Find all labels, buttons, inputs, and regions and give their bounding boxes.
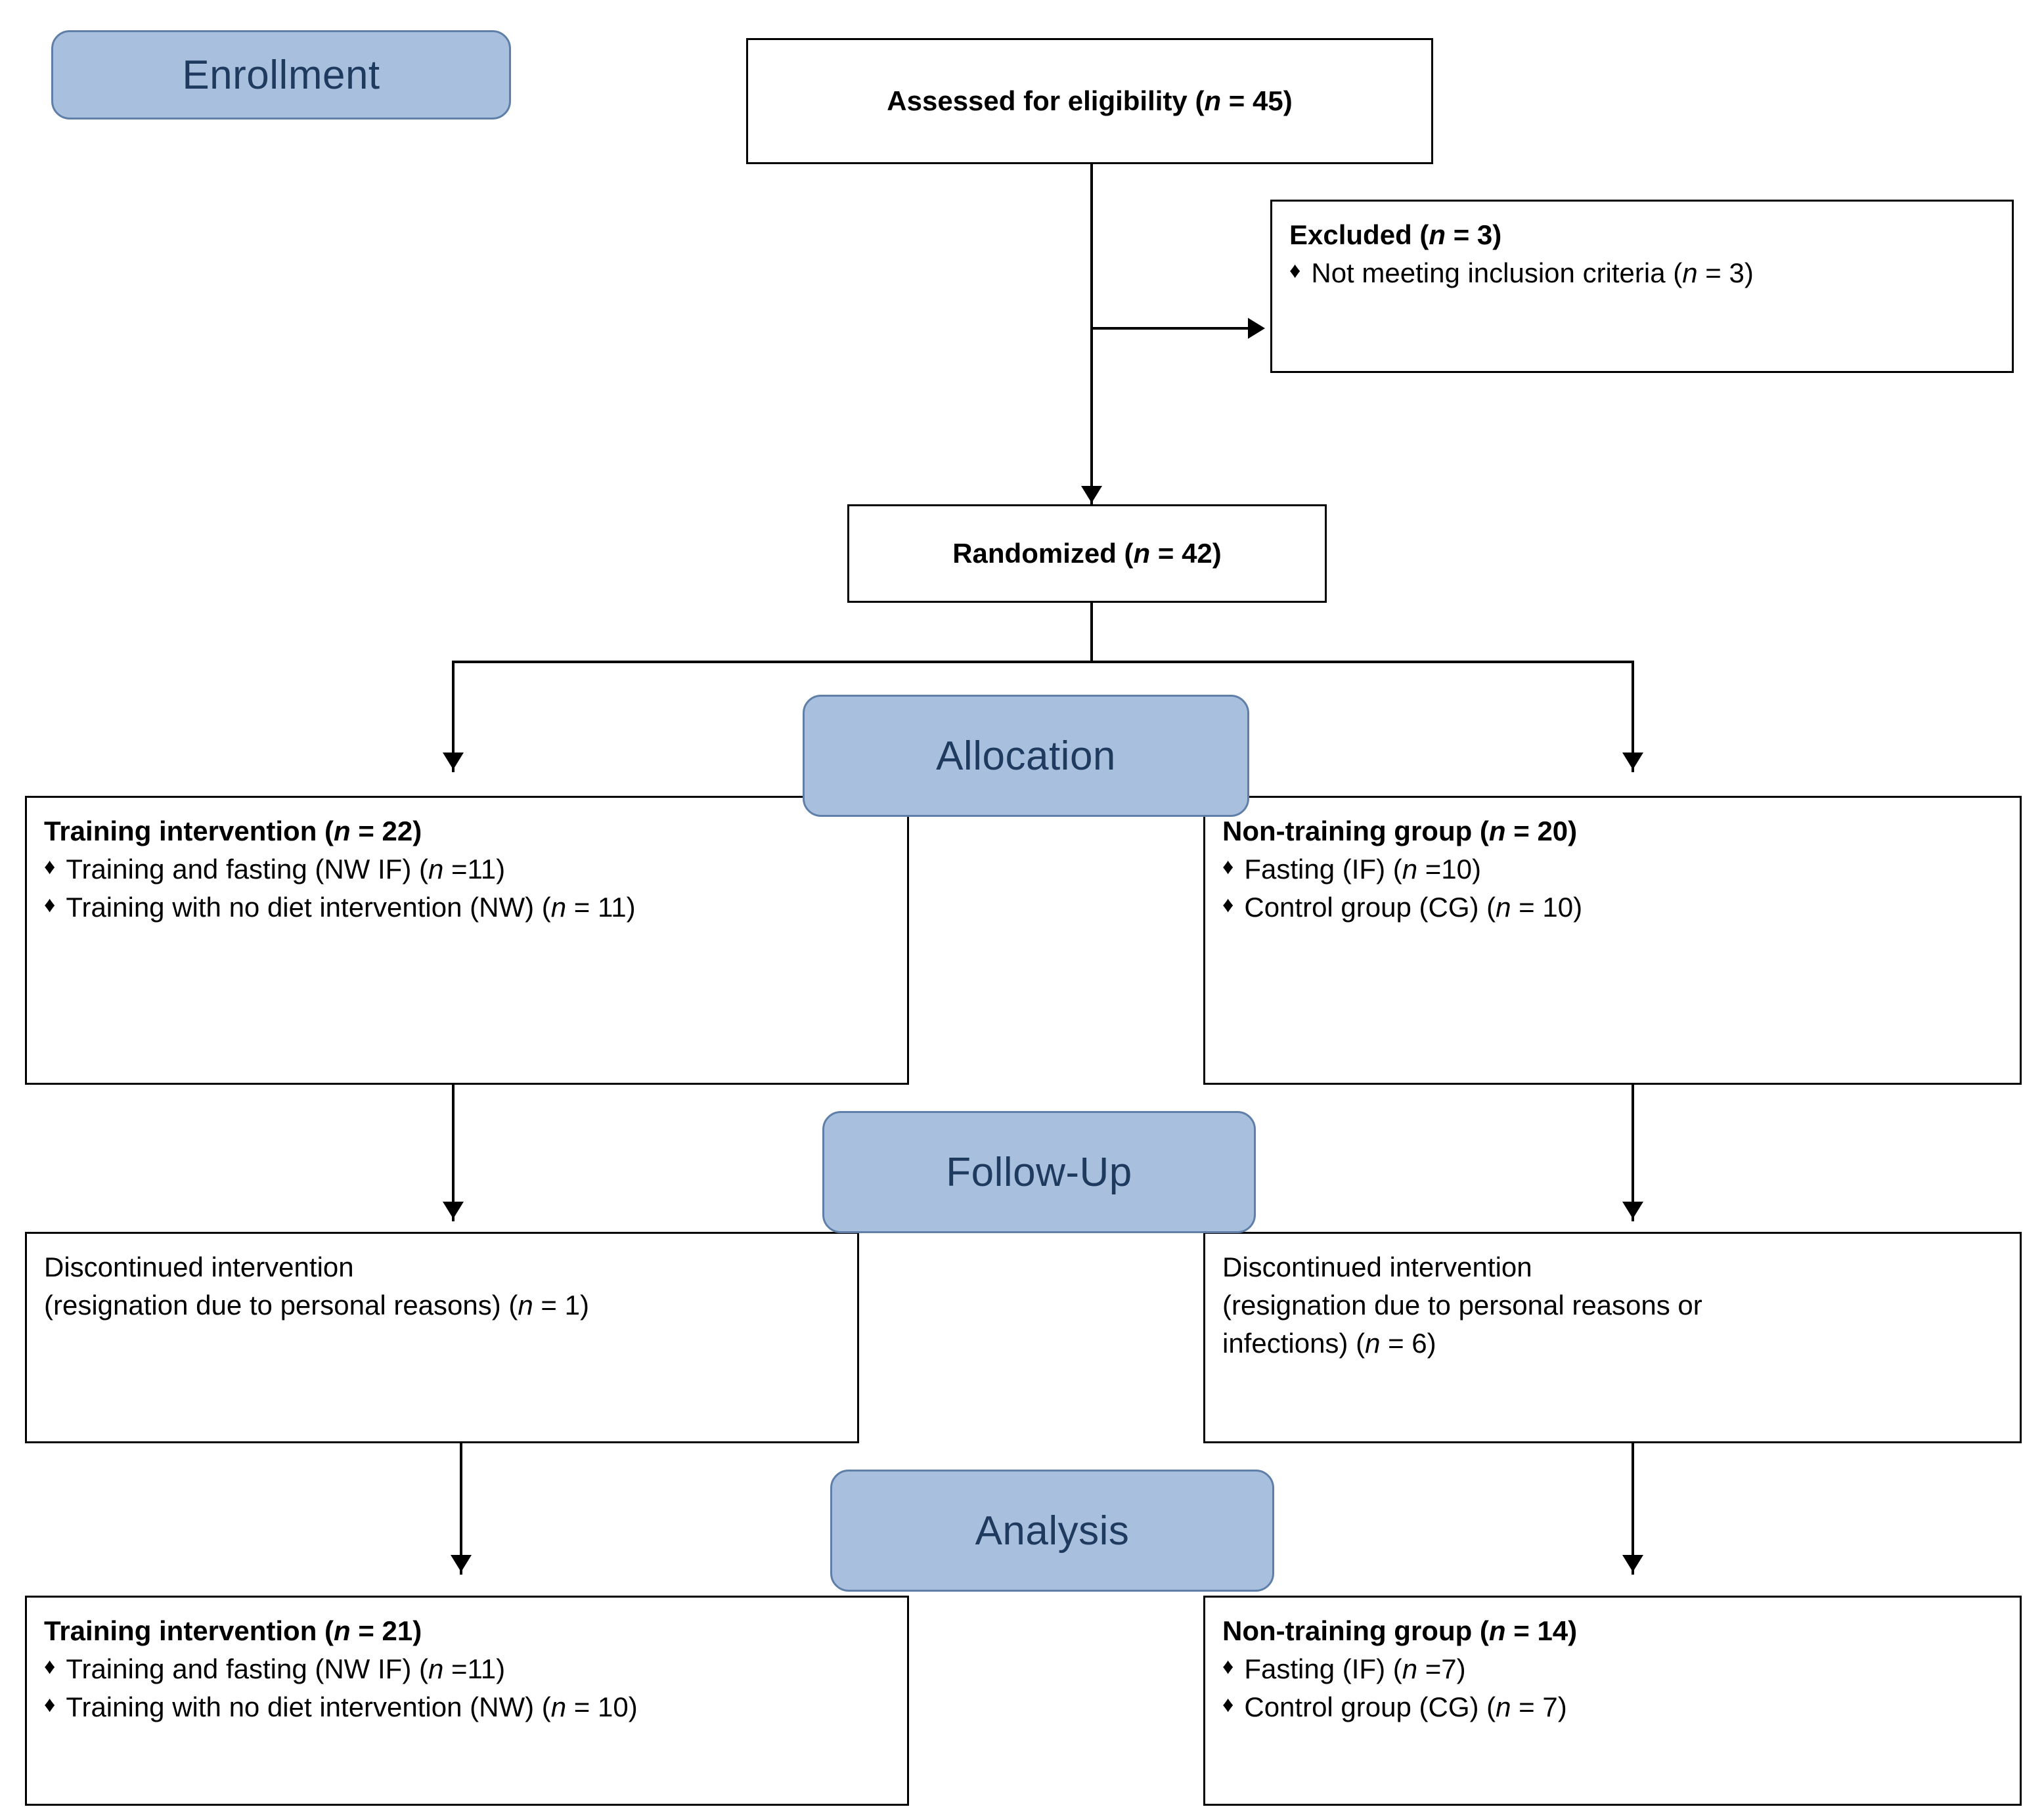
stage-pill-followup (822, 1111, 1256, 1233)
analysis-right-item (1222, 1650, 2003, 1688)
analysis-right-item-label: Control group (CG) (n = 7) (1244, 1691, 1567, 1722)
bullet-icon: ♦ (1222, 892, 1234, 917)
arrowhead-randomized (1081, 486, 1102, 503)
bullet-icon: ♦ (1222, 1691, 1234, 1717)
follow-right-line: (resignation due to personal reasons or (1222, 1289, 1702, 1320)
arrowhead-excluded (1248, 318, 1265, 339)
alloc-right-item (1222, 888, 2003, 927)
connector-randomized-stem (1090, 603, 1093, 662)
follow-left-line: (resignation due to personal reasons) (n = 1) (44, 1289, 589, 1320)
connector-alloc-left-to-follow (452, 1083, 455, 1221)
analysis-right-title: Non-training group (n = 14) (1222, 1615, 1578, 1646)
bullet-icon: ♦ (1289, 257, 1301, 283)
randomized-title: Randomized (n = 42) (952, 538, 1222, 569)
connector-to-excluded (1090, 327, 1255, 330)
bullet-icon: ♦ (44, 854, 56, 879)
stage-pill-enrollment (51, 30, 511, 120)
assessed-title: Assessed for eligibility (n = 45) (887, 85, 1293, 117)
follow-right-line: infections) (n = 6) (1222, 1327, 1436, 1359)
box-allocation-non-training-group (1203, 796, 2022, 1085)
excluded-item (1289, 254, 1995, 292)
stage-pill-analysis (830, 1470, 1274, 1592)
connector-allocation-split (452, 661, 1634, 663)
stage-label-analysis: Analysis (975, 1508, 1130, 1554)
analysis-left-title: Training intervention (n = 21) (44, 1615, 422, 1646)
alloc-left-item-label: Training with no diet intervention (NW) (n = 11) (66, 891, 636, 923)
bullet-icon: ♦ (44, 1653, 56, 1679)
alloc-left-item (44, 850, 890, 888)
analysis-left-item-label: Training with no diet intervention (NW) (n = 10) (66, 1691, 638, 1722)
bullet-icon: ♦ (1222, 1653, 1234, 1679)
arrowhead-analysis-right (1622, 1555, 1643, 1572)
alloc-right-item (1222, 850, 2003, 888)
stage-pill-allocation (803, 695, 1249, 817)
arrowhead-follow-right (1622, 1202, 1643, 1219)
box-followup-right-discontinued (1203, 1232, 2022, 1443)
connector-alloc-right-to-follow (1632, 1083, 1634, 1221)
stage-label-enrollment: Enrollment (182, 52, 380, 98)
follow-right-line: Discontinued intervention (1222, 1252, 1532, 1282)
box-assessed-for-eligibility (746, 38, 1433, 164)
alloc-right-item-label: Control group (CG) (n = 10) (1244, 891, 1583, 923)
arrowhead-alloc-left (443, 753, 464, 770)
box-excluded (1270, 200, 2014, 373)
analysis-right-item-label: Fasting (IF) (n =7) (1244, 1653, 1466, 1684)
stage-label-followup: Follow-Up (946, 1149, 1132, 1195)
analysis-right-item (1222, 1688, 2003, 1726)
arrowhead-alloc-right (1622, 753, 1643, 770)
bullet-icon: ♦ (44, 1691, 56, 1717)
box-analysis-non-training-group (1203, 1596, 2022, 1806)
analysis-left-item-label: Training and fasting (NW IF) (n =11) (66, 1653, 506, 1684)
excluded-title: Excluded (n = 3) (1289, 219, 1502, 250)
arrowhead-analysis-left (451, 1555, 472, 1572)
connector-assessed-to-randomized (1090, 164, 1093, 506)
alloc-right-item-label: Fasting (IF) (n =10) (1244, 853, 1481, 884)
bullet-icon: ♦ (44, 892, 56, 917)
excluded-item-label: Not meeting inclusion criteria (n = 3) (1311, 257, 1754, 288)
follow-left-line: Discontinued intervention (44, 1252, 354, 1282)
alloc-left-item-label: Training and fasting (NW IF) (n =11) (66, 853, 506, 884)
alloc-left-title: Training intervention (n = 22) (44, 816, 422, 846)
analysis-left-item (44, 1688, 890, 1726)
box-allocation-training-intervention (25, 796, 909, 1085)
box-analysis-training-intervention (25, 1596, 909, 1806)
alloc-left-item (44, 888, 890, 927)
box-followup-left-discontinued (25, 1232, 859, 1443)
analysis-left-item (44, 1650, 890, 1688)
bullet-icon: ♦ (1222, 854, 1234, 879)
arrowhead-follow-left (443, 1202, 464, 1219)
box-randomized (847, 504, 1327, 603)
alloc-right-title: Non-training group (n = 20) (1222, 816, 1578, 846)
stage-label-allocation: Allocation (936, 733, 1116, 779)
